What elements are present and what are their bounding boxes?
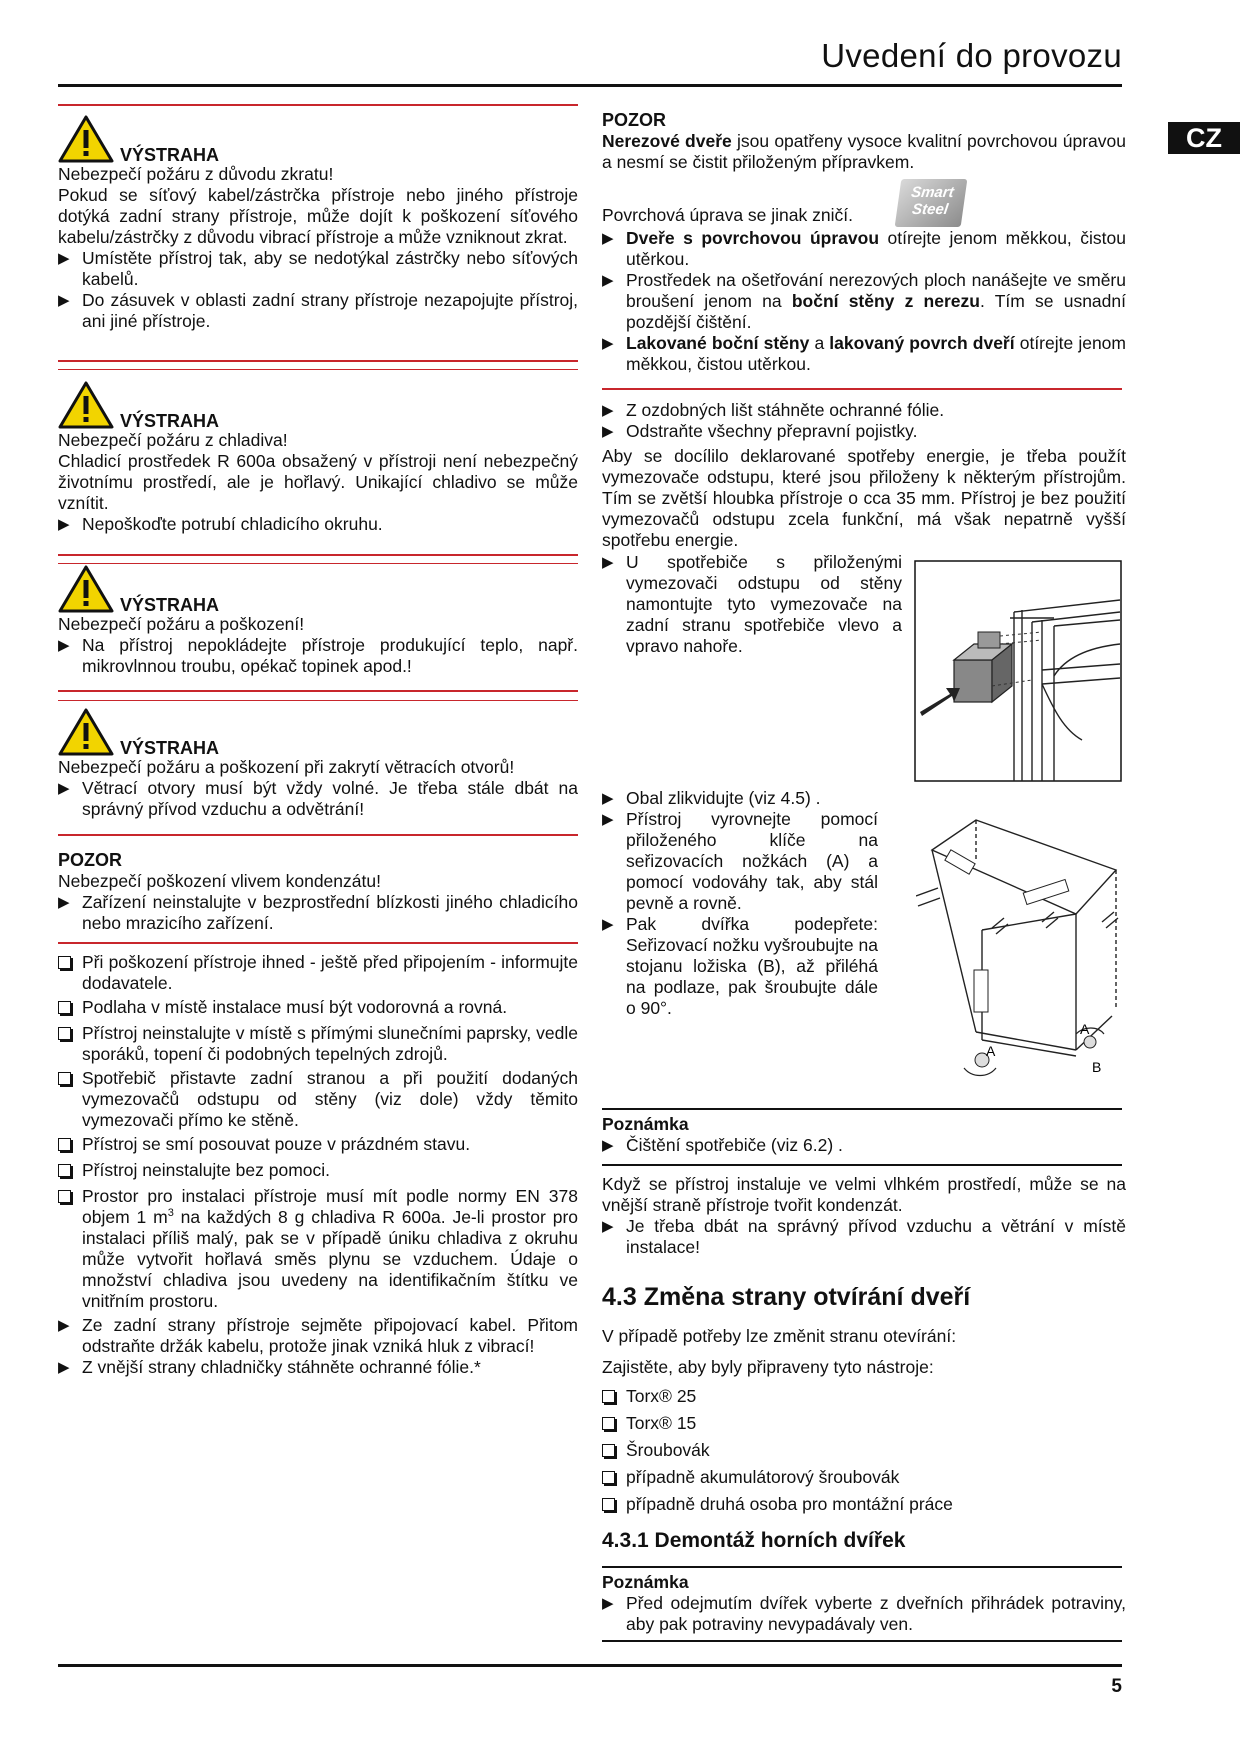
list-item: ▶ Lakované boční stěny a lakovaný povrch dveří otírejte jenom měkkou, čistou utěrkou. <box>602 333 1126 374</box>
preparation-block <box>602 400 1126 551</box>
checklist-item: Šroubovák <box>602 1440 1126 1463</box>
note-label: Poznámka <box>602 1572 689 1592</box>
warning-rule-bottom <box>58 690 578 692</box>
checkbox-icon <box>602 1471 615 1484</box>
checkbox-icon <box>58 1001 71 1014</box>
note-block-door-removal <box>602 1572 1126 1635</box>
page-title: Uvedení do provozu <box>821 37 1122 74</box>
checkbox-icon <box>58 1164 71 1177</box>
checkbox-icon <box>602 1498 615 1511</box>
list-item: ▶ Pak dvířka podepřete: Seřizovací nožku vyšroubujte na stojanu ložiska (B), až přiléhá na podlaze, pak šroubujte dále o 90°. <box>602 914 878 1018</box>
checkbox-icon <box>58 1138 71 1151</box>
note-rule-bottom <box>602 1164 1122 1166</box>
warning-rule-bottom <box>58 360 578 362</box>
smartsteel-row <box>602 173 1126 226</box>
smartsteel-logo: Smart Steel <box>895 179 968 227</box>
checklist-item: Torx® 15 <box>602 1413 1126 1436</box>
spacer-instruction <box>602 552 902 657</box>
note-rule-top <box>602 1108 1122 1110</box>
caution-label: POZOR <box>602 110 667 130</box>
list-item: ▶ Z vnější strany chladničky stáhněte ochranné fólie.* <box>58 1357 481 1377</box>
note-block-cleaning <box>602 1114 1126 1156</box>
paragraph: V případě potřeby lze změnit stranu otevírání: <box>602 1326 957 1346</box>
checkbox-icon <box>58 1027 71 1040</box>
list-item: ▶ Odstraňte všechny přepravní pojistky. <box>602 421 918 441</box>
warning-block-ventilation <box>58 705 578 820</box>
checklist-item: Spotřebič přistavte zadní stranou a při použití dodaných vymezovačů odstupu od stěny (viz dole) vždy těmito vymezovači přímo ke stěně. <box>58 1068 578 1131</box>
warning-label: VÝSTRAHA <box>120 595 220 615</box>
paragraph: Zajistěte, aby byly připraveny tyto nástroje: <box>602 1357 934 1377</box>
appliance-leveling-illustration <box>916 810 1122 1082</box>
humidity-paragraph: Když se přístroj instaluje ve velmi vlhkém prostředí, může se na vnější straně přístroje tvořit kondenzát. <box>602 1174 1126 1215</box>
list-item: ▶ Obal zlikvidujte (viz 4.5) . <box>602 788 821 808</box>
warning-title: Nebezpečí požáru z chladiva! <box>58 430 288 450</box>
caution-rule-bottom <box>602 388 1122 390</box>
note-rule-top <box>602 1566 1122 1568</box>
header-rule <box>58 84 1122 87</box>
footer-rule <box>58 1664 1122 1667</box>
caution-block-condensate <box>58 850 578 934</box>
tools-list <box>602 1386 1126 1517</box>
checklist-item: Prostor pro instalaci přístroje musí mít podle normy EN 378 objem 1 $m^3$ na každých 8 g chladiva R 600a. Je-li prostor pro instalaci příliš malý, pak se v případě úniku chladiva z okruhu může vytvořit hořlavá směs plynu se vzduchem. Údaje o množství chladiva jsou uvedeny na identifikačním štítku ve vnitřním prostoru. <box>58 1186 578 1312</box>
bearing-label-b: B <box>1092 1059 1102 1075</box>
caution-text: Povrchová úprava se jinak zničí. <box>602 205 853 225</box>
list-item: ▶ Prostředek na ošetřování nerezových ploch nanášejte ve směru broušení jenom na boční stěny z nerezu. Tím se usnadní pozdější čištění. <box>602 270 1126 332</box>
warning-rule-top <box>58 104 578 106</box>
checklist-item: Torx® 25 <box>602 1386 1126 1409</box>
warning-rule-bottom <box>58 834 578 836</box>
humidity-block <box>602 1174 1126 1258</box>
warning-rule-top <box>58 700 578 701</box>
list-item: ▶ Na přístroj nepokládejte přístroje produkující teplo, např. mikrovlnnou troubu, opékač topinek apod.! <box>58 635 578 676</box>
door-reversal-intro <box>602 1326 1126 1517</box>
warning-triangle-icon <box>58 114 114 164</box>
leveling-instructions <box>602 788 878 1019</box>
list-item: ▶ U spotřebiče s přiloženými vymezovači odstupu od stěny namontujte tyto vymezovače na zadní stranu spotřebiče vlevo a vpravo nahoře. <box>602 552 902 656</box>
caution-title: Nebezpečí poškození vlivem kondenzátu! <box>58 871 381 891</box>
checkbox-icon <box>58 1072 71 1085</box>
warning-title: Nebezpečí požáru a poškození při zakrytí větracích otvorů! <box>58 757 515 777</box>
caution-label: POZOR <box>58 850 123 870</box>
warning-block-refrigerant <box>58 378 578 535</box>
page-number: 5 <box>1111 1676 1122 1697</box>
warning-block-heat <box>58 562 578 677</box>
caution-text: Nerezové dveře jsou opatřeny vysoce kvalitní povrchovou úpravou a nesmí se čistit přiloženým přípravkem. <box>602 131 1126 172</box>
caution-rule-bottom <box>58 942 578 944</box>
checklist-item: Při poškození přístroje ihned - ještě před připojením - informujte dodavatele. <box>58 952 578 994</box>
note-label: Poznámka <box>602 1114 689 1134</box>
list-item: ▶ Čištění spotřebiče (viz 6.2) . <box>602 1135 843 1155</box>
subsection-heading-4-3-1: 4.3.1 Demontáž horních dvířek <box>602 1529 906 1552</box>
warning-triangle-icon <box>58 564 114 614</box>
warning-title: Nebezpečí požáru z důvodu zkratu! <box>58 164 334 184</box>
warning-block-short-circuit <box>58 112 578 332</box>
list-item: ▶ Nepoškoďte potrubí chladicího okruhu. <box>58 514 383 534</box>
list-item: ▶ Umístěte přístroj tak, aby se nedotýkal zástrčky nebo síťových kabelů. <box>58 248 578 289</box>
list-item: ▶ Zařízení neinstalujte v bezprostřední blízkosti jiného chladicího nebo mrazicího zařízení. <box>58 892 578 933</box>
list-item: ▶ Ze zadní strany přístroje sejměte připojovací kabel. Přitom odstraňte držák kabelu, protože jinak vzniká hluk z vibrací! <box>58 1315 578 1356</box>
warning-label: VÝSTRAHA <box>120 738 220 758</box>
warning-label: VÝSTRAHA <box>120 411 220 431</box>
list-item: ▶ Do zásuvek v oblasti zadní strany přístroje nezapojujte přístroj, ani jiné přístroje. <box>58 290 578 331</box>
foot-label-a: A <box>1080 1021 1090 1037</box>
list-item: ▶ Větrací otvory musí být vždy volné. Je třeba stále dbát na správný přívod vzduchu a odvětrání! <box>58 778 578 819</box>
checklist-item: případně druhá osoba pro montážní práce <box>602 1494 1126 1517</box>
warning-triangle-icon <box>58 380 114 430</box>
language-tab: CZ <box>1168 122 1240 154</box>
note-rule-bottom <box>602 1640 1122 1642</box>
warning-label: VÝSTRAHA <box>120 145 220 165</box>
checkbox-icon <box>602 1444 615 1457</box>
warning-title: Nebezpečí požáru a poškození! <box>58 614 305 634</box>
checklist-item: Přístroj neinstalujte v místě s přímými slunečními paprsky, vedle sporáků, topení či podobných tepelných zdrojů. <box>58 1023 578 1065</box>
list-item: ▶ Přístroj vyrovnejte pomocí přiloženého klíče na seřizovacích nožkách (A) a pomocí vodováhy tak, aby stál pevně a rovně. <box>602 809 878 913</box>
caution-block-stainless <box>602 110 1126 375</box>
list-item: ▶ Dveře s povrchovou úpravou otírejte jenom měkkou, čistou utěrkou. <box>602 228 1126 269</box>
foot-label-a: A <box>986 1043 996 1059</box>
section-heading-4-3: 4.3 Změna strany otvírání dveří <box>602 1283 971 1311</box>
energy-paragraph: Aby se docílilo deklarované spotřeby energie, je třeba použít vymezovače odstupu, které jsou přiloženy k některým přístrojům. Tím se zvětší hloubka přístroje o cca 35 mm. Přístroj je bez použití vymezovačů odstupu zcela funkční, má však nepatrně vyšší spotřebu energie. <box>602 446 1126 550</box>
installation-checklist <box>58 952 578 1378</box>
checkbox-icon <box>58 956 71 969</box>
wall-spacer-illustration <box>914 560 1122 782</box>
warning-triangle-icon <box>58 707 114 757</box>
checklist-item: Přístroj se smí posouvat pouze v prázdném stavu. <box>58 1134 578 1157</box>
checkbox-icon <box>602 1417 615 1430</box>
checklist-item: Podlaha v místě instalace musí být vodorovná a rovná. <box>58 997 578 1020</box>
warning-text: Chladicí prostředek R 600a obsažený v přístroji není nebezpečný životnímu prostředí, ale je hořlavý. Unikající chladivo se může vznítit. <box>58 451 578 513</box>
warning-rule-top <box>58 369 578 370</box>
list-item: ▶ Z ozdobných lišt stáhněte ochranné fólie. <box>602 400 945 420</box>
list-item: ▶ Před odejmutím dvířek vyberte z dveřních přihrádek potraviny, aby pak potraviny nevypadávaly ven. <box>602 1593 1126 1634</box>
checkbox-icon <box>58 1190 71 1203</box>
checklist-item: Přístroj neinstalujte bez pomoci. <box>58 1160 578 1183</box>
checkbox-icon <box>602 1390 615 1403</box>
checklist-item: případně akumulátorový šroubovák <box>602 1467 1126 1490</box>
warning-text: Pokud se síťový kabel/zástrčka přístroje nebo jiného přístroje dotýká zadní strany přístroje, může dojít k poškození síťového kabelu/zástrčky z důvodu vibrací přístroje a může vzniknout zkrat. <box>58 185 578 247</box>
warning-rule-bottom <box>58 554 578 556</box>
list-item: ▶ Je třeba dbát na správný přívod vzduchu a větrání v místě instalace! <box>602 1216 1126 1257</box>
